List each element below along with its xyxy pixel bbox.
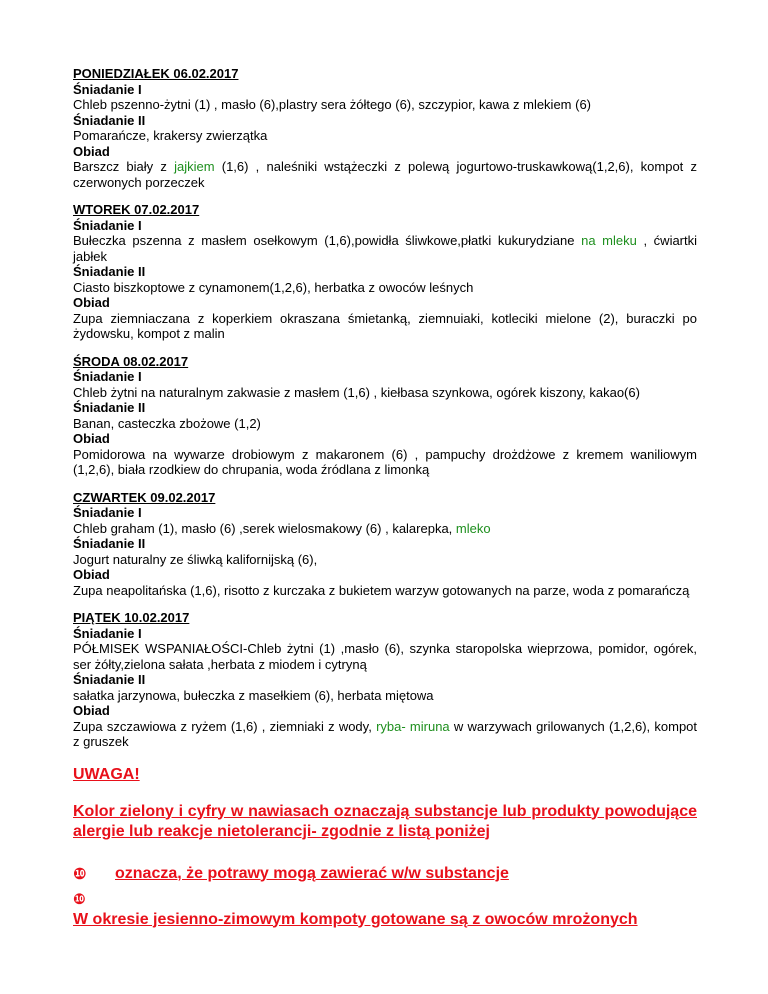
- meal-description: [73, 97, 697, 113]
- meal-description: [73, 447, 697, 478]
- meal-label: Śniadanie I: [73, 625, 142, 641]
- meal-label: Obiad: [73, 431, 110, 446]
- meal-label: Śniadanie II: [73, 536, 146, 551]
- meal-label: Śniadanie I: [73, 505, 142, 520]
- allergen-text: na mleku: [581, 233, 637, 248]
- meal-description: [73, 552, 697, 568]
- uwaga-heading: UWAGA!: [73, 765, 140, 783]
- meal-text: Pomarańcze, krakersy zwierzątka: [73, 128, 268, 143]
- meal-text: w warzywach grilowanych (1,2,6), kompot z gruszek: [73, 718, 698, 749]
- meal-text: (1,6) , naleśniki wstążeczki z polewą jogurtowo-truskawkową(1,2,6), kompot z czerwonych porzeczek: [73, 159, 697, 190]
- days-container: [73, 66, 697, 750]
- allergen-color-note: Kolor zielony i cyfry w nawiasach oznaczają substancje lub produkty powodujące alergie lub reakcje nietolerancji- zgodnie z listą poniżej: [73, 802, 697, 840]
- allergen-symbol-icon-2: ❿: [73, 890, 86, 908]
- meal-text: Pomidorowa na wywarze drobiowym z makaronem (6) , pampuchy drożdżowe z kremem waniliowym (1,2,6), biała rzodkiew do chrupania, woda źródlana z limonką: [73, 446, 697, 477]
- meal-description: [73, 128, 697, 144]
- meal-description: [73, 583, 697, 599]
- meal-description: [73, 641, 697, 672]
- meal-text: sałatka jarzynowa, bułeczka z masełkiem (6), herbata miętowa: [73, 687, 434, 703]
- meal-text: Barszcz biały z: [73, 159, 175, 174]
- allergen-text: mleko: [455, 520, 491, 536]
- meal-description: [73, 521, 697, 537]
- day-title: PIĄTEK 10.02.2017: [73, 610, 190, 625]
- meal-text: Chleb żytni na naturalnym zakwasie z masłem (1,6) , kiełbasa szynkowa, ogórek kiszony, kakao(6): [73, 384, 640, 400]
- meal-description: [73, 416, 697, 432]
- symbol-meaning-text: oznacza, że potrawy mogą zawierać w/w substancje: [115, 864, 509, 882]
- symbol-note-row: [73, 864, 697, 884]
- meal-text: , ćwiartki jabłek: [73, 233, 698, 264]
- meal-text: Bułeczka pszenna z masłem osełkowym (1,6),powidła śliwkowe,płatki kukurydziane: [73, 233, 582, 248]
- day-title: WTOREK 07.02.2017: [73, 202, 200, 217]
- meal-label: Śniadanie II: [73, 672, 146, 687]
- meal-label: Śniadanie II: [73, 400, 146, 415]
- allergen-symbol-icon: ❿: [73, 865, 87, 883]
- meal-label: Obiad: [73, 143, 110, 159]
- meal-label: Obiad: [73, 295, 110, 310]
- meal-description: [73, 311, 697, 342]
- menu-page: [73, 66, 697, 929]
- allergen-text: ryba- miruna: [376, 718, 450, 734]
- day-block: [73, 354, 697, 478]
- allergen-text: jajkiem: [174, 159, 215, 174]
- meal-text: PÓŁMISEK WSPANIAŁOŚCI-Chleb żytni (1) ,masło (6), szynka staropolska wieprzowa, pomidor, ogórek, ser żółty,zielona sałata ,herbata z miodem i cytryną: [73, 641, 697, 672]
- meal-text: Zupa neapolitańska (1,6), risotto z kurczaka z bukietem warzyw gotowanych na parze, woda z pomarańczą: [73, 582, 690, 598]
- meal-label: Śniadanie II: [73, 264, 146, 279]
- meal-text: Chleb pszenno-żytni (1) , masło (6),plastry sera żółtego (6), szczypior, kawa z mlekiem (6): [73, 97, 592, 112]
- autumn-winter-note: W okresie jesienno-zimowym kompoty gotowane są z owoców mrożonych: [73, 910, 638, 928]
- meal-text: Zupa szczawiowa z ryżem (1,6) , ziemniaki z wody,: [73, 718, 377, 734]
- day-title: CZWARTEK 09.02.2017: [73, 489, 216, 505]
- meal-label: Śniadanie I: [73, 81, 142, 97]
- meal-description: [73, 688, 697, 704]
- day-block: [73, 202, 697, 342]
- meal-description: [73, 280, 697, 296]
- meal-text: Banan, casteczka zbożowe (1,2): [73, 415, 261, 431]
- meal-description: [73, 385, 697, 401]
- day-block: [73, 66, 697, 190]
- day-title: PONIEDZIAŁEK 06.02.2017: [73, 66, 239, 81]
- day-block: [73, 610, 697, 750]
- meal-label: Śniadanie I: [73, 217, 142, 233]
- meal-text: Jogurt naturalny ze śliwką kalifornijską (6),: [73, 551, 318, 567]
- meal-text: Zupa ziemniaczana z koperkiem okraszana śmietanką, ziemnuiaki, kotleciki mielone (2), buraczki po żydowsku, kompot z malin: [73, 310, 697, 341]
- meal-description: [73, 159, 697, 190]
- meal-label: Obiad: [73, 567, 110, 582]
- meal-label: Obiad: [73, 703, 110, 718]
- day-title: ŚRODA 08.02.2017: [73, 353, 189, 369]
- meal-label: Śniadanie I: [73, 369, 142, 384]
- meal-text: Chleb graham (1), masło (6) ,serek wielosmakowy (6) , kalarepka,: [73, 520, 456, 536]
- meal-description: [73, 719, 697, 750]
- day-block: [73, 490, 697, 599]
- meal-description: [73, 233, 697, 264]
- meal-label: Śniadanie II: [73, 112, 146, 128]
- meal-text: Ciasto biszkoptowe z cynamonem(1,2,6), herbatka z owoców leśnych: [73, 279, 474, 295]
